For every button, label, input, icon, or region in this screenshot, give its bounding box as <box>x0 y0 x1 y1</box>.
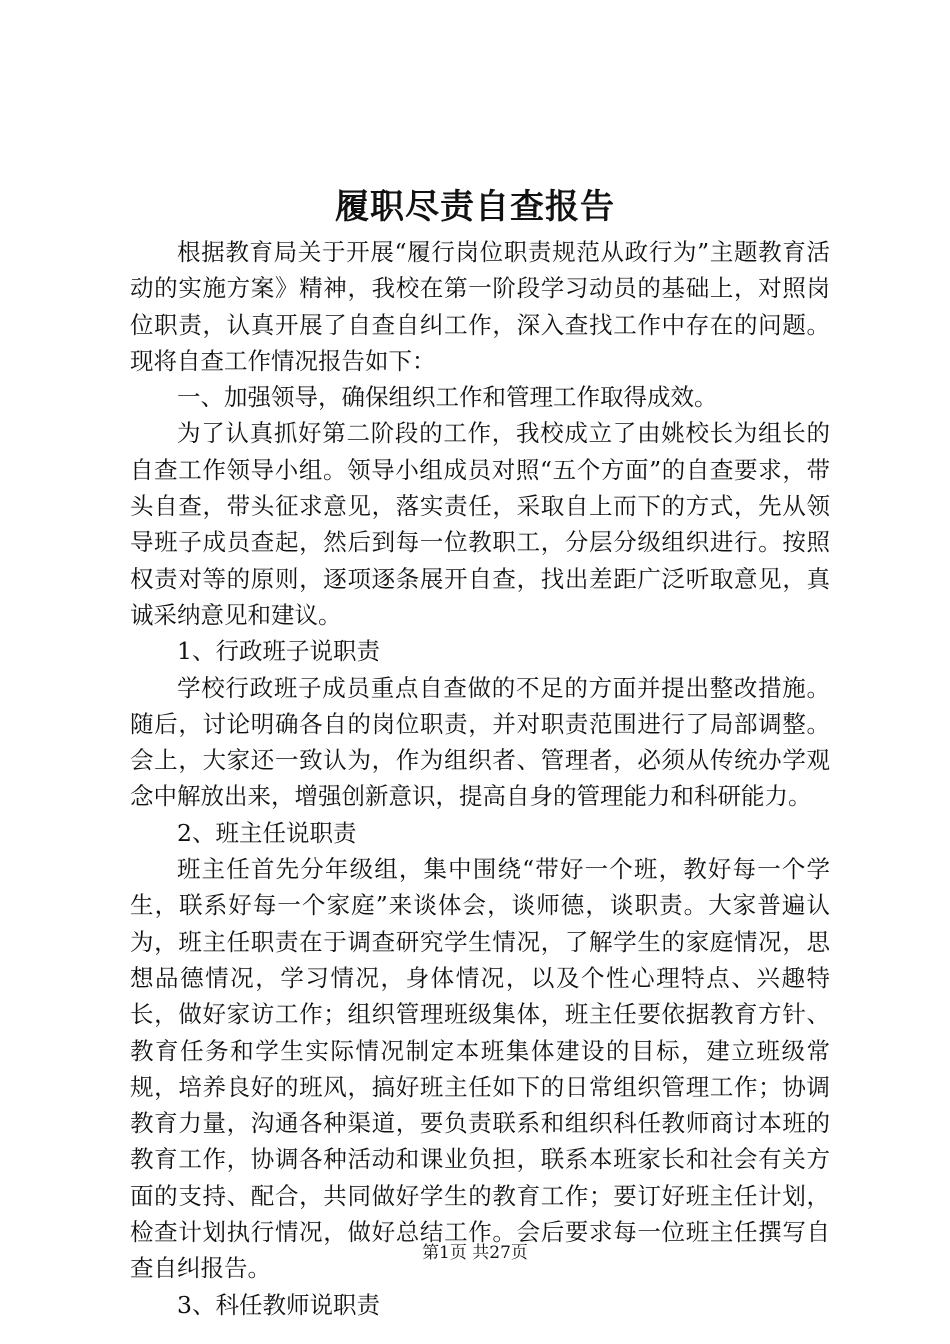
section-heading-1: 一、加强领导，确保组织工作和管理工作取得成效。 <box>177 383 718 412</box>
subsection-1-paragraph: 学校行政班子成员重点自查做的不足的方面并提出整改措施。随后，讨论明确各自的岗位职责，并对职责范围进行了局部调整。会上，大家还一致认为，作为组织者、管理者，必须从传统办学观念中解放出来，增强创新意识，提高自身的管理能力和科研能力。 <box>130 673 830 811</box>
subsection-2-paragraph: 班主任首先分年级组，集中围绕“带好一个班，教好每一个学生，联系好每一个家庭”来谈体会，谈师德，谈职责。大家普遍认为，班主任职责在于调查研究学生情况，了解学生的家庭情况，思想品德情况，学习情况，身体情况，以及个性心理特点、兴趣特长，做好家访工作；组织管理班级集体，班主任要依据教育方针、教育任务和学生实际情况制定本班集体建设的目标，建立班级常规，培养良好的班风，搞好班主任如下的日常组织管理工作；协调教育力量，沟通各种渠道，要负责联系和组织科任教师商讨本班的教育工作，协调各种活动和课业负担，联系本班家长和社会有关方面的支持、配合，共同做好学生的教育工作；要订好班主任计划，检查计划执行情况，做好总结工作。会后要求每一位班主任撰写自查自纠报告。 <box>130 855 830 1283</box>
section-1-paragraph: 为了认真抓好第二阶段的工作，我校成立了由姚校长为组长的自查工作领导小组。领导小组成员对照“五个方面”的自查要求，带头自查，带头征求意见，落实责任，采取自上而下的方式，先从领导班子成员查起，然后到每一位教职工，分层分级组织进行。按照权责对等的原则，逐项逐条展开自查，找出差距广泛听取意见，真诚采纳意见和建议。 <box>130 419 830 629</box>
subheading-1: 1、行政班子说职责 <box>177 637 380 666</box>
intro-paragraph: 根据教育局关于开展“履行岗位职责规范从政行为”主题教育活动的实施方案》精神，我校在第一阶段学习动员的基础上，对照岗位职责，认真开展了自查自纠工作，深入查找工作中存在的问题。现将自查工作情况报告如下： <box>130 238 830 375</box>
subheading-2: 2、班主任说职责 <box>177 818 357 847</box>
subheading-3: 3、科任教师说职责 <box>177 1290 380 1319</box>
document-title: 履职尽责自查报告 <box>335 187 615 227</box>
document-body <box>130 234 830 1323</box>
page-footer: 第1页 共27页 <box>422 1243 528 1263</box>
